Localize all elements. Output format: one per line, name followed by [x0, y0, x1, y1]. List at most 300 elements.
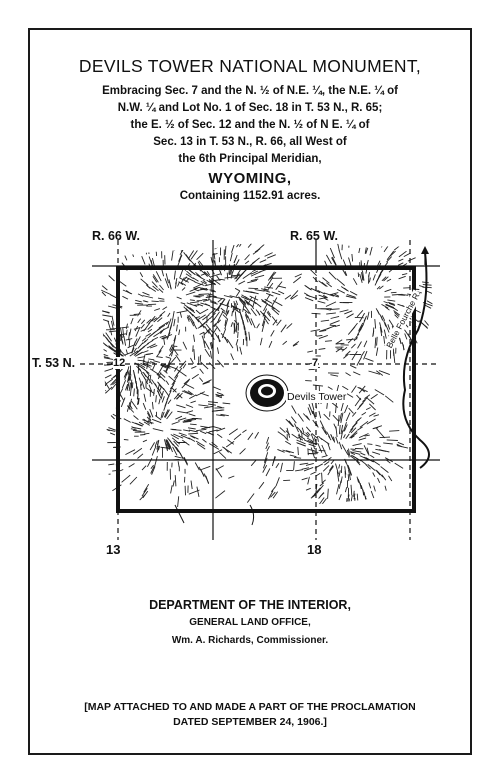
hachure-stroke	[260, 260, 267, 263]
section-18-label: 18	[307, 542, 322, 557]
hachure-stroke	[209, 290, 214, 291]
hachure-stroke	[187, 303, 197, 307]
hachure-stroke	[373, 473, 375, 477]
hachure-stroke	[318, 301, 326, 303]
hachure-stroke	[129, 339, 130, 347]
hachure-stroke	[184, 458, 188, 466]
description-line: Embracing Sec. 7 and the N. ½ of N.E. ¼, the N.E. ¼ of	[102, 85, 398, 97]
hachure-stroke	[80, 337, 88, 343]
hachure-stroke	[99, 347, 107, 352]
hachure-stroke	[400, 338, 401, 344]
hachure-stroke	[354, 491, 355, 497]
hachure-stroke	[178, 496, 179, 507]
hachure-stroke	[255, 290, 265, 292]
hachure-stroke	[345, 487, 346, 492]
hachure-stroke	[419, 286, 424, 287]
hachure-stroke	[384, 244, 389, 252]
hachure-stroke	[210, 274, 220, 277]
hachure-stroke	[243, 273, 252, 279]
hachure-stroke	[213, 387, 221, 390]
hachure-stroke	[197, 253, 204, 260]
hachure-stroke	[168, 313, 170, 317]
hachure-stroke	[138, 294, 143, 297]
hachure-stroke	[332, 258, 337, 267]
hachure-stroke	[176, 405, 185, 408]
hachure-stroke	[340, 310, 349, 312]
hachure-stroke	[177, 325, 178, 332]
hachure-stroke	[385, 396, 393, 403]
hachure-stroke	[330, 248, 334, 258]
hachure-stroke	[361, 351, 365, 357]
hachure-stroke	[207, 239, 209, 249]
hachure-stroke	[132, 401, 138, 409]
hachure-stroke	[166, 357, 171, 359]
hachure-stroke	[225, 337, 227, 343]
hachure-stroke	[152, 402, 153, 409]
hachure-stroke	[205, 349, 210, 357]
hachure-stroke	[322, 456, 328, 458]
hachure-stroke	[346, 434, 350, 439]
hachure-stroke	[313, 385, 323, 386]
hachure-stroke	[181, 246, 184, 250]
hachure-stroke	[200, 426, 210, 428]
hachure-stroke	[173, 240, 176, 246]
hachure-stroke	[405, 334, 407, 340]
hachure-stroke	[141, 279, 149, 286]
hachure-stroke	[267, 446, 270, 451]
hachure-stroke	[219, 452, 226, 458]
hachure-stroke	[144, 394, 146, 402]
hachure-stroke	[326, 302, 336, 307]
hachure-stroke	[251, 309, 257, 316]
hachure-stroke	[166, 381, 169, 385]
hachure-stroke	[319, 281, 327, 286]
hachure-stroke	[361, 453, 366, 455]
hachure-stroke	[353, 372, 360, 375]
hachure-stroke	[108, 321, 111, 330]
hachure-stroke	[138, 319, 141, 323]
hachure-stroke	[352, 422, 357, 428]
hachure-stroke	[377, 471, 383, 478]
section-7-label: 7	[312, 357, 319, 369]
hachure-stroke	[322, 473, 323, 483]
hachure-stroke	[174, 319, 175, 326]
hachure-stroke	[184, 457, 188, 464]
hachure-stroke	[239, 236, 243, 243]
hachure-stroke	[138, 352, 143, 355]
hachure-stroke	[326, 255, 331, 264]
hachure-stroke	[359, 400, 365, 407]
hachure-stroke	[182, 237, 186, 245]
hachure-stroke	[319, 330, 326, 331]
hachure-stroke	[221, 308, 225, 311]
hachure-stroke	[155, 456, 158, 467]
hachure-stroke	[220, 271, 221, 275]
hachure-stroke	[248, 315, 252, 325]
hachure-stroke	[336, 464, 339, 475]
hachure-stroke	[216, 468, 222, 477]
hachure-stroke	[236, 339, 238, 345]
hachure-stroke	[144, 433, 149, 434]
hachure-stroke	[105, 474, 111, 475]
hachure-stroke	[341, 477, 342, 484]
hachure-stroke	[271, 486, 276, 492]
hachure-stroke	[163, 388, 169, 397]
hachure-stroke	[342, 386, 348, 390]
hachure-stroke	[124, 336, 126, 346]
hachure-stroke	[178, 283, 180, 287]
hachure-stroke	[373, 274, 375, 280]
hachure-stroke	[147, 286, 155, 291]
hachure-stroke	[206, 297, 212, 298]
hachure-stroke	[105, 375, 111, 378]
hachure-stroke	[427, 291, 432, 293]
hachure-stroke	[319, 349, 326, 350]
hachure-stroke	[173, 434, 183, 438]
hachure-stroke	[200, 355, 201, 362]
hachure-stroke	[271, 330, 275, 336]
hachure-stroke	[225, 277, 236, 278]
tower-label: Devils Tower	[287, 391, 347, 403]
hachure-stroke	[299, 434, 301, 441]
hachure-stroke	[130, 374, 131, 380]
hachure-stroke	[245, 261, 249, 264]
hachure-stroke	[403, 345, 404, 351]
hachure-stroke	[198, 405, 208, 406]
hachure-stroke	[323, 278, 330, 284]
hachure-stroke	[141, 320, 145, 324]
river-arrowhead-icon	[421, 246, 429, 254]
hachure-stroke	[352, 351, 357, 360]
hachure-stroke	[346, 373, 351, 376]
hachure-stroke	[302, 478, 308, 480]
hachure-stroke	[225, 246, 226, 255]
hachure-stroke	[191, 401, 196, 403]
hachure-stroke	[408, 258, 416, 261]
hachure-stroke	[300, 463, 309, 464]
hachure-stroke	[150, 442, 155, 450]
hachure-stroke	[94, 375, 100, 376]
hachure-stroke	[359, 247, 360, 253]
hachure-stroke	[269, 341, 272, 348]
hachure-stroke	[218, 298, 223, 302]
hachure-stroke	[394, 246, 400, 250]
section-12-label: 12	[113, 357, 126, 369]
hachure-stroke	[358, 342, 362, 349]
hachure-stroke	[306, 427, 310, 432]
hachure-stroke	[367, 444, 372, 445]
hachure-stroke	[170, 446, 172, 452]
hachure-stroke	[311, 448, 314, 459]
hachure-stroke	[108, 464, 115, 465]
hachure-stroke	[256, 310, 260, 315]
hachure-stroke	[377, 337, 378, 346]
hachure-stroke	[199, 378, 202, 382]
hachure-stroke	[90, 386, 100, 391]
hachure-stroke	[190, 358, 193, 364]
hachure-stroke	[239, 240, 243, 247]
hachure-stroke	[339, 464, 340, 468]
hachure-stroke	[199, 294, 209, 295]
hachure-stroke	[360, 500, 361, 506]
hachure-stroke	[143, 292, 150, 295]
hachure-stroke	[148, 247, 149, 255]
hachure-stroke	[374, 486, 376, 492]
hachure-stroke	[152, 446, 156, 456]
hachure-stroke	[122, 380, 125, 388]
hachure-stroke	[351, 344, 355, 348]
hachure-stroke	[316, 335, 322, 336]
hachure-stroke	[194, 349, 195, 360]
hachure-stroke	[298, 447, 299, 455]
hachure-stroke	[125, 352, 132, 355]
hachure-stroke	[359, 438, 367, 440]
hachure-stroke	[215, 333, 221, 342]
hachure-stroke	[260, 338, 262, 345]
hachure-stroke	[384, 330, 386, 339]
hachure-stroke	[369, 483, 371, 489]
hachure-stroke	[121, 327, 128, 328]
hachure-stroke	[427, 301, 433, 304]
hachure-stroke	[382, 475, 386, 481]
hachure-stroke	[191, 436, 198, 439]
hachure-stroke	[80, 351, 87, 355]
township-label: T. 53 N.	[32, 356, 76, 370]
hachure-stroke	[175, 475, 176, 486]
hachure-stroke	[177, 297, 182, 299]
hachure-stroke	[95, 424, 100, 428]
hachure-stroke	[227, 339, 233, 348]
hachure-stroke	[124, 253, 127, 260]
hachure-stroke	[389, 431, 399, 432]
proclamation-note	[0, 700, 500, 730]
hachure-stroke	[95, 431, 102, 434]
hachure-stroke	[317, 436, 318, 442]
hachure-stroke	[206, 476, 209, 484]
hachure-stroke	[134, 389, 135, 397]
hachure-stroke	[357, 494, 358, 504]
hachure-stroke	[248, 433, 253, 440]
hachure-stroke	[336, 402, 337, 413]
hachure-stroke	[140, 435, 145, 436]
hachure-stroke	[142, 466, 146, 470]
hachure-stroke	[351, 485, 352, 496]
hachure-stroke	[188, 251, 194, 260]
hachure-stroke	[188, 433, 198, 434]
hachure-stroke	[186, 411, 193, 413]
hachure-stroke	[317, 485, 324, 493]
hachure-stroke	[190, 302, 199, 303]
hachure-stroke	[324, 298, 328, 300]
hachure-stroke	[96, 324, 100, 331]
hachure-stroke	[211, 257, 212, 263]
hachure-stroke	[155, 416, 161, 420]
hachure-stroke	[222, 240, 224, 245]
hachure-stroke	[384, 302, 389, 304]
hachure-stroke	[155, 441, 157, 447]
hachure-stroke	[339, 442, 342, 449]
hachure-stroke	[98, 352, 108, 356]
hachure-stroke	[240, 448, 246, 454]
range-west-label: R. 66 W.	[92, 229, 140, 243]
hachure-stroke	[165, 397, 169, 407]
hachure-stroke	[146, 235, 147, 241]
hachure-stroke	[93, 379, 101, 382]
hachure-stroke	[205, 341, 210, 350]
hachure-stroke	[327, 403, 328, 409]
hachure-stroke	[358, 237, 360, 243]
commissioner: Wm. A. Richards, Commissioner.	[171, 635, 329, 646]
hachure-stroke	[353, 444, 362, 446]
hachure-stroke	[278, 286, 286, 288]
hachure-stroke	[376, 348, 378, 356]
hachure-stroke	[203, 380, 212, 384]
hachure-stroke	[180, 250, 183, 255]
hachure-stroke	[110, 433, 115, 435]
hachure-stroke	[148, 325, 153, 330]
hachure-stroke	[152, 419, 161, 423]
hachure-stroke	[385, 486, 386, 491]
hachure-stroke	[97, 406, 106, 413]
hachure-stroke	[349, 241, 350, 248]
hachure-stroke	[175, 243, 178, 251]
hachure-stroke	[328, 387, 333, 390]
hachure-stroke	[197, 487, 199, 497]
hachure-stroke	[186, 225, 191, 233]
hachure-stroke	[307, 351, 313, 352]
hachure-stroke	[90, 381, 98, 384]
hachure-stroke	[251, 279, 258, 281]
hachure-stroke	[235, 288, 240, 291]
hachure-stroke	[190, 424, 197, 425]
hachure-stroke	[144, 369, 148, 373]
hachure-stroke	[200, 309, 209, 314]
hachure-stroke	[319, 450, 326, 451]
hachure-stroke	[227, 238, 229, 244]
hachure-stroke	[357, 310, 363, 317]
devils-tower-symbol	[246, 375, 288, 411]
hachure-stroke	[298, 414, 304, 422]
hachure-stroke	[264, 287, 273, 288]
hachure-stroke	[171, 357, 176, 363]
hachure-stroke	[339, 470, 340, 476]
hachure-stroke	[159, 289, 163, 293]
hachure-stroke	[325, 341, 332, 342]
hachure-stroke	[324, 414, 330, 420]
hachure-stroke	[196, 429, 206, 430]
hachure-stroke	[186, 232, 190, 236]
department: DEPARTMENT OF THE INTERIOR,	[149, 598, 351, 612]
hachure-stroke	[135, 377, 136, 383]
hachure-stroke	[210, 351, 211, 359]
hachure-stroke	[202, 466, 211, 469]
hachure-stroke	[169, 376, 175, 381]
hachure-stroke	[365, 358, 373, 361]
hachure-stroke	[257, 324, 260, 329]
hachure-stroke	[141, 324, 145, 328]
hachure-stroke	[161, 236, 162, 246]
hachure-stroke	[217, 347, 218, 353]
hachure-stroke	[313, 420, 318, 426]
hachure-stroke	[245, 255, 250, 261]
hachure-stroke	[143, 301, 148, 302]
hachure-stroke	[287, 323, 293, 328]
hachure-stroke	[200, 431, 206, 434]
hachure-stroke	[341, 287, 347, 291]
hachure-stroke	[267, 437, 269, 444]
hachure-stroke	[123, 328, 124, 337]
hachure-stroke	[201, 362, 209, 369]
hachure-stroke	[367, 398, 374, 404]
hachure-stroke	[195, 297, 200, 298]
hachure-stroke	[106, 333, 112, 342]
state-name: WYOMING,	[208, 170, 292, 187]
hachure-stroke	[329, 272, 336, 279]
map-title: DEVILS TOWER NATIONAL MONUMENT,	[78, 56, 422, 76]
hachure-stroke	[273, 301, 282, 306]
hachure-stroke	[86, 366, 95, 367]
hachure-stroke	[231, 353, 234, 360]
hachure-stroke	[153, 361, 160, 363]
hachure-stroke	[399, 276, 406, 279]
hachure-stroke	[151, 241, 153, 252]
hachure-stroke	[423, 287, 434, 288]
hachure-stroke	[251, 460, 256, 466]
hachure-stroke	[96, 435, 103, 437]
hachure-stroke	[375, 338, 376, 349]
hachure-stroke	[391, 292, 397, 293]
hachure-stroke	[239, 281, 246, 284]
hachure-stroke	[369, 404, 375, 410]
hachure-stroke	[156, 247, 157, 256]
hachure-stroke	[349, 408, 354, 413]
hachure-stroke	[204, 230, 212, 237]
hachure-stroke	[331, 435, 333, 440]
hachure-stroke	[338, 415, 339, 426]
hachure-stroke	[395, 463, 403, 468]
hachure-stroke	[389, 476, 392, 481]
hachure-stroke	[102, 292, 106, 296]
hachure-stroke	[193, 345, 194, 351]
hachure-stroke	[160, 311, 165, 316]
hachure-stroke	[177, 311, 188, 313]
hachure-stroke	[176, 278, 177, 284]
hachure-stroke	[189, 438, 196, 442]
hachure-stroke	[135, 303, 143, 304]
hachure-stroke	[187, 307, 195, 313]
hachure-stroke	[202, 300, 207, 301]
hachure-stroke	[242, 430, 246, 433]
hachure-stroke	[122, 475, 131, 482]
hachure-stroke	[377, 310, 379, 314]
hachure-stroke	[185, 384, 194, 389]
hachure-stroke	[344, 434, 346, 438]
description-line: Sec. 13 in T. 53 N., R. 66, all West of	[153, 136, 347, 148]
hachure-stroke	[278, 432, 285, 437]
hachure-stroke	[331, 316, 340, 318]
hachure-stroke	[292, 406, 297, 414]
hachure-stroke	[350, 431, 358, 439]
hachure-stroke	[368, 499, 370, 510]
hachure-stroke	[277, 449, 284, 452]
hachure-stroke	[108, 306, 116, 308]
hachure-stroke	[381, 243, 385, 247]
hachure-stroke	[179, 330, 180, 336]
hachure-stroke	[143, 403, 146, 410]
hachure-stroke	[122, 296, 128, 299]
hachure-stroke	[281, 463, 283, 472]
hachure-stroke	[96, 416, 104, 421]
